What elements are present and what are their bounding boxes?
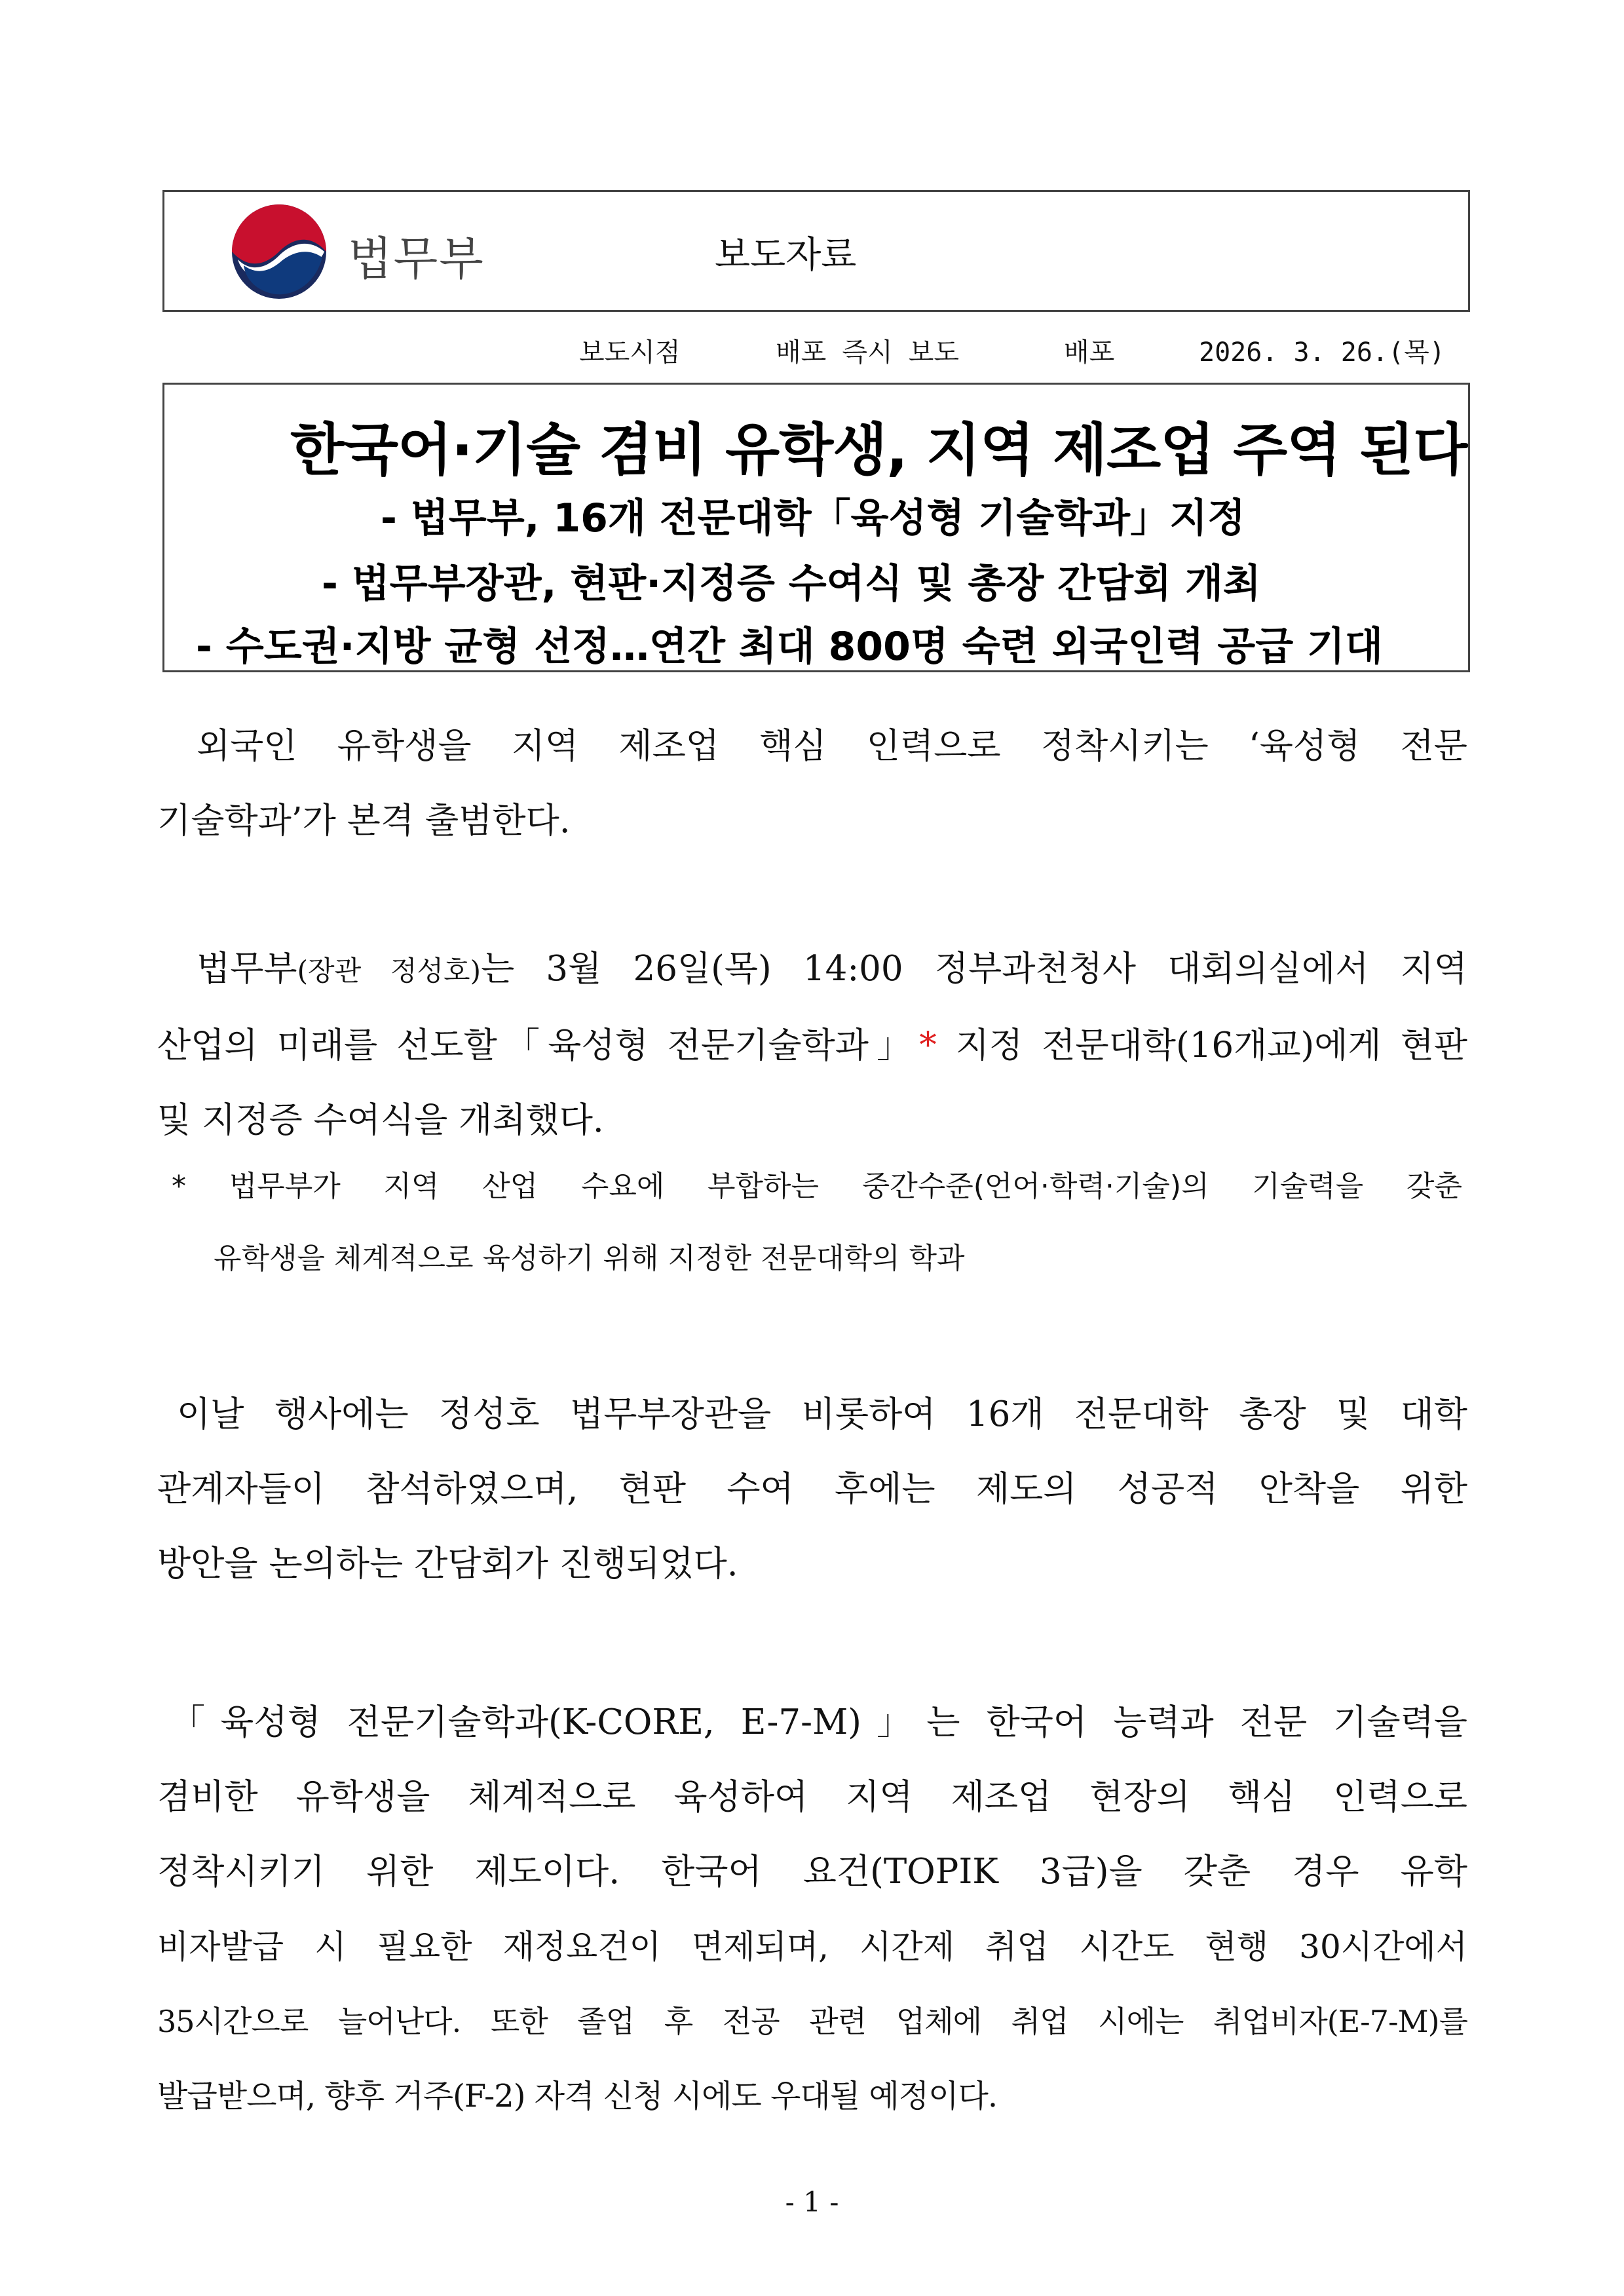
paragraph-2	[157, 932, 1467, 1158]
line-text: 는 3월 26일(목) 14:00 정부과천청사 대회의실에서 지역	[480, 949, 1467, 989]
ministry-text: 법무부	[197, 949, 297, 989]
subtitle: - 법무부, 16개 전문대학「육성형 기술학과」지정	[381, 495, 1246, 541]
paragraph-line: 및 지정증 수여식을 개최했다.	[157, 1100, 604, 1140]
page-number: - 1 -	[785, 2186, 839, 2218]
paragraph-line: 비자발급 시 필요한 재정요건이 면제되며, 시간제 취업 시간도 현행 30시간에서	[157, 1928, 1467, 1966]
paragraph-line: 정착시키기 위한 제도이다. 한국어 요건(TOPIK 3급)을 갖춘 경우 유학	[157, 1852, 1467, 1892]
paragraph-line	[157, 1008, 1467, 1083]
paragraph-line: 관계자들이 참석하였으며, 현판 수여 후에는 제도의 성공적 안착을 위한	[157, 1469, 1467, 1509]
paragraph-line: 외국인 유학생을 지역 제조업 핵심 인력으로 정착시키는 ‘육성형 전문	[197, 726, 1467, 766]
ministry-name: 법무부	[348, 232, 485, 286]
subtitle: - 수도권·지방 균형 선정…연간 최대 800명 숙련 외국인력 공급 기대	[196, 624, 1383, 670]
release-label: 보도시점	[579, 337, 681, 368]
paragraph-line: 35시간으로 늘어난다. 또한 졸업 후 전공 관련 업체에 취업 시에는 취업비자(E-7-M)를	[157, 2004, 1467, 2039]
footnote-line: * 법무부가 지역 산업 수요에 부합하는 중간수준(언어·학력·기술)의 기술력을 갖춘	[172, 1170, 1462, 1203]
footnote-line: 유학생을 체계적으로 육성하기 위해 지정한 전문대학의 학과	[214, 1242, 965, 1275]
footnote	[172, 1151, 1462, 1295]
subtitle: - 법무부장관, 현판·지정증 수여식 및 총장 간담회 개최	[322, 561, 1261, 607]
line-text: 지정 전문대학(16개교)에게 현판	[936, 1025, 1467, 1065]
title-box	[162, 383, 1470, 672]
paragraph-3	[157, 1377, 1467, 1601]
paragraph-line: 이날 행사에는 정성호 법무부장관을 비롯하여 16개 전문대학 총장 및 대학	[177, 1394, 1467, 1434]
paragraph-4	[157, 1685, 1467, 2133]
line-text: 산업의 미래를 선도할「육성형 전문기술학과」	[157, 1025, 920, 1065]
headline: 한국어·기술 겸비 유학생, 지역 제조업 주역 된다	[290, 417, 1467, 483]
paragraph-1	[157, 709, 1467, 858]
document-type: 보도자료	[715, 234, 857, 277]
header-box	[162, 190, 1470, 312]
paragraph-line	[157, 932, 1467, 1008]
release-value: 배포 즉시 보도	[776, 337, 960, 368]
footnote-marker: *	[919, 1025, 937, 1065]
paragraph-line: 「육성형 전문기술학과(K-CORE, E-7-M)」는 한국어 능력과 전문 기술력을	[170, 1702, 1467, 1742]
minister-note: (장관 정성호)	[297, 955, 481, 987]
distribution-label: 배포	[1064, 337, 1115, 368]
paragraph-line: 발급받으며, 향후 거주(F-2) 자격 신청 시에도 우대될 예정이다.	[157, 2078, 998, 2114]
distribution-date: 2026. 3. 26.(목)	[1199, 337, 1445, 368]
paragraph-line: 겸비한 유학생을 체계적으로 육성하여 지역 제조업 현장의 핵심 인력으로	[157, 1777, 1467, 1817]
government-emblem-icon	[230, 202, 328, 301]
paragraph-line: 방안을 논의하는 간담회가 진행되었다.	[157, 1544, 738, 1584]
paragraph-line: 기술학과’가 본격 출범한다.	[157, 801, 571, 841]
